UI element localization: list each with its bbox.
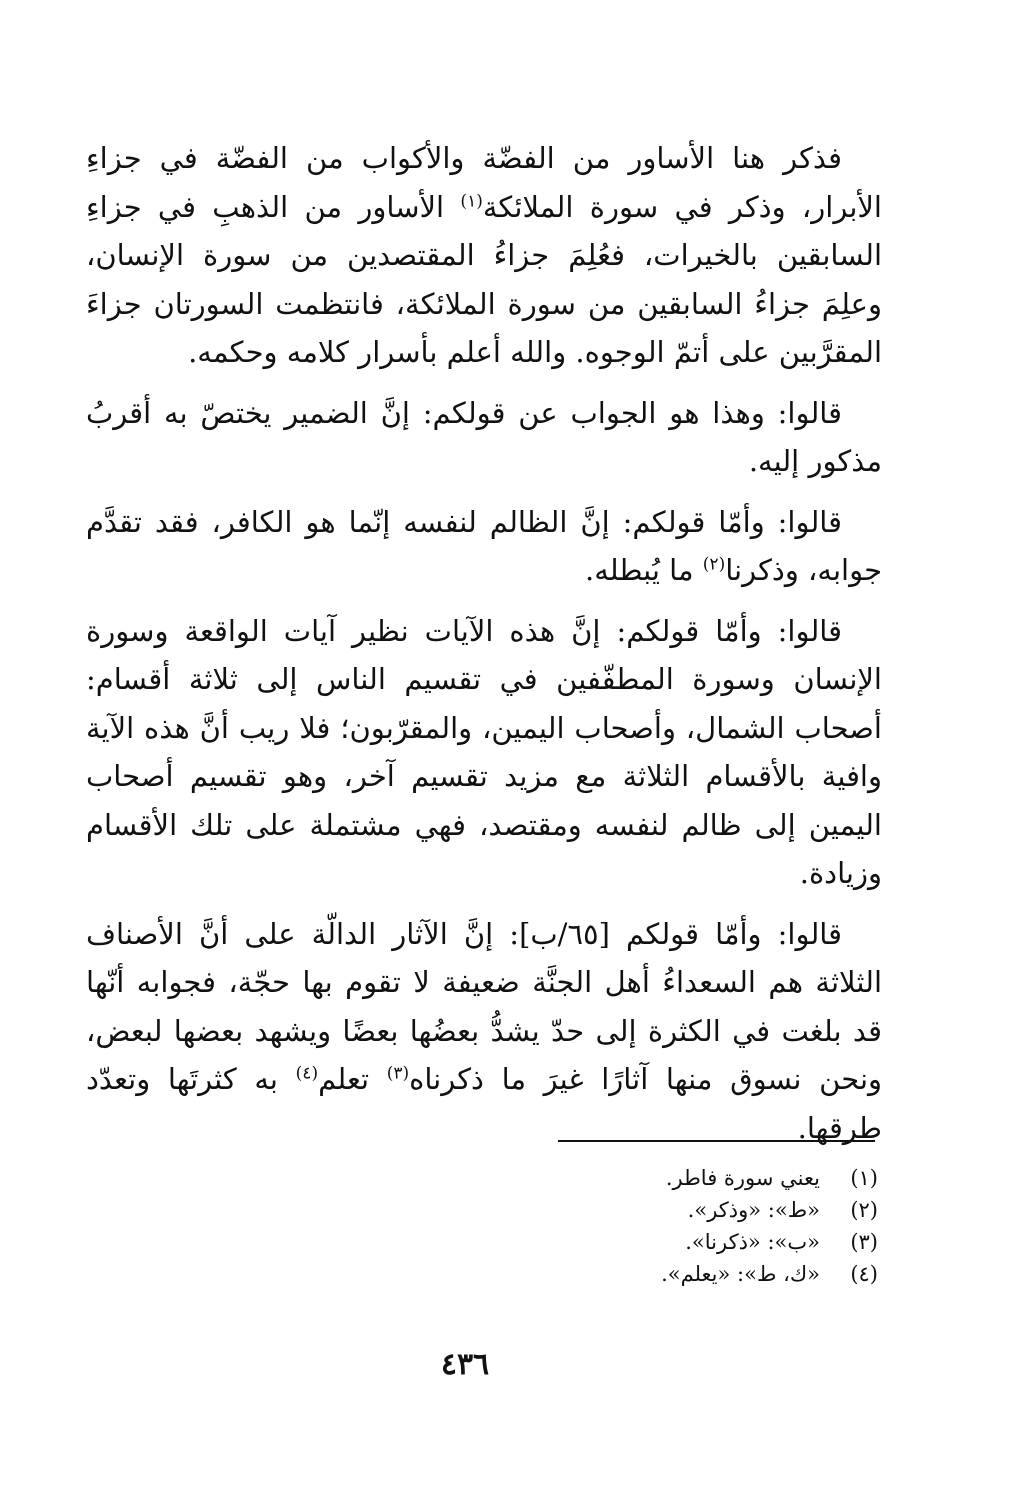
footnote-ref[interactable]: (٤) [295,1063,319,1084]
footnote-item [400,1162,878,1194]
paragraph [86,607,882,898]
paragraph-text: ما يُبطله. [584,553,694,587]
footnote-number: (٢) [850,1198,878,1222]
paragraph-text: الأساور من الذهبِ في جزاءِ السابقين بالخيرات، فعُلِمَ جزاءُ المقتصدين من سورة الإنسان، وعلِمَ جزاءُ السابقين من سورة الملائكة، فانتظمت السورتان جزاءَ المقرَّبين على أتمّ الوجوه. والله أعلم بأسرار كلامه وحكمه. [86,189,882,369]
footnote-divider [558,1140,875,1142]
paragraph [86,498,882,595]
footnote-number: (٣) [850,1230,878,1254]
footnote-item [400,1258,878,1290]
page-number: ٤٣٦ [440,1347,490,1382]
paragraph-text: قالوا: وأمّا قولكم: إنَّ الظالم لنفسه إنّما هو الكافر، فقد تقدَّم جوابه، وذكرنا [86,504,882,587]
paragraph [86,134,882,377]
main-text [86,134,882,1152]
footnote-text: «ط»: «وذكر». [687,1198,820,1222]
paragraph [86,910,882,1153]
paragraph-text: تعلم [318,1062,370,1096]
footnote-text: يعني سورة فاطر. [665,1166,820,1190]
footnote-ref[interactable]: (١) [460,190,483,211]
footnote-number: (١) [850,1166,878,1190]
footnote-ref[interactable]: (٣) [386,1063,410,1084]
footnote-ref[interactable]: (٢) [702,554,726,575]
paragraph [86,389,882,486]
paragraph-text: قالوا: وأمّا قولكم: إنَّ هذه الآيات نظير آيات الواقعة وسورة الإنسان وسورة المطفّفين في تقسيم الناس إلى ثلاثة أقسام: أصحاب الشمال، وأصحاب اليمين، والمقرّبون؛ فلا ريب أنَّ هذه الآية وافية بالأقسام الثلاثة مع مزيد تقسيم آخر، وهو تقسيم أصحاب اليمين إلى ظالم لنفسه ومقتصد، فهي مشتملة على تلك الأقسام وزيادة. [86,613,882,890]
paragraph-text: قالوا: وأمّا قولكم [٦٥/ب]: إنَّ الآثار الدالّة على أنَّ الأصناف الثلاثة هم السعداءُ أهل الجنَّة ضعيفة لا تقوم بها حجّة، فجوابه أنّها قد بلغت في الكثرة إلى حدّ يشدُّ بعضُها بعضًا ويشهد بعضها لبعض، ونحن نسوق منها آثارًا غيرَ ما ذكرناه [86,916,883,1096]
paragraph-text: فذكر هنا الأساور من الفضّة والأكواب من الفضّة في جزاءِ الأبرار، وذكر في سورة الملائكة [86,141,882,224]
footnote-text: «ب»: «ذكرنا». [685,1230,820,1254]
footnote-item [400,1226,878,1258]
footnote-item [400,1194,878,1226]
footnotes [400,1162,878,1290]
footnote-number: (٤) [850,1262,878,1286]
paragraph-text: قالوا: وهذا هو الجواب عن قولكم: إنَّ الضمير يختصّ به أقربُ مذكور إليه. [86,395,882,478]
paragraph-text: به كثرتَها وتعدّد طرقها. [86,1062,882,1145]
footnote-text: «ك، ط»: «يعلم». [661,1262,820,1286]
